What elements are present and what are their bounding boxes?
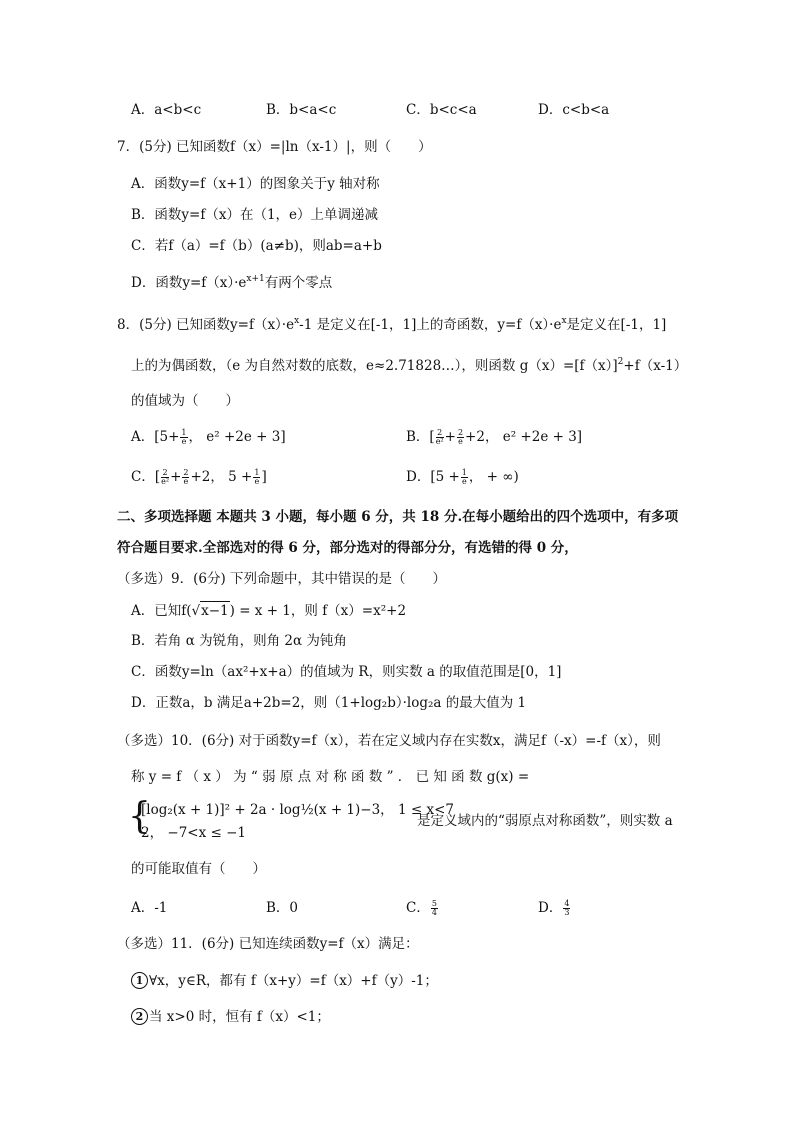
q8-l2-a: 上的为偶函数，（e 为自然对数的底数，e≈2.71828…），则函数 g（x）=[f（x）] [131,358,618,374]
q8-option-c [131,468,267,486]
section2-heading-line2: 符合题目要求.全部选对的得 6 分，部分选对的得部分分，有选错的得 0 分， [117,540,578,556]
q8-option-d [406,468,519,486]
q10-stem-line4: 的可能取值有（ ） [131,861,266,877]
fraction-5-over-4: $\frac{5}{4}$ [431,899,437,917]
q10-c-pre: C． [406,900,430,916]
q7-stem-function: f（x）=|ln（x-1）|，则（ ） [230,139,432,155]
q7-stem-prefix: 7．(5分) 已知函数 [117,139,231,155]
q9-a-pre: A．已知f( [131,603,192,619]
q6-option-a: A．a<b<c [131,102,202,118]
q11-c2-text: 当 x>0 时，恒有 f（x）<1； [149,1009,330,1025]
q8-l1-sup2: x [561,316,567,326]
fraction-1-over-e: $\frac{1}{e}$ [254,468,260,486]
q8-option-a [131,428,286,446]
q8-a-post: ， e² +2e + 3] [188,429,286,445]
q10-option-b: B．0 [266,900,299,916]
q8-l1-sup1: x [294,316,300,326]
fraction-1-over-e: $\frac{1}{e}$ [461,468,467,486]
fraction-2-over-e: $\frac{2}{e}$ [457,428,464,446]
q8-l1-c: 是定义在[-1，1] [566,317,667,333]
q10-d-pre: D． [538,900,563,916]
q8-l1-b: -1 是定义在[-1，1]上的奇函数，y=f（x）·e [299,317,562,333]
q8-b-mid: + [444,429,456,445]
q10-piece1: [log₂(x + 1)]² + 2a · log½(x + 1)−3， 1 ≤ x<7 [141,802,454,818]
q10-stem-line2: 称 y = f （ x ） 为 “ 弱 原 点 对 称 函 数 ” ． 已 知 函 数 g(x) = [131,769,530,785]
q7-option-d [131,274,332,292]
q9-option-d: D．正数a，b 满足a+2b=2，则（1+log₂b）·log₂a 的最大值为 1 [131,695,527,711]
sqrt-symbol: √ [191,603,201,619]
q10-option-d [538,899,571,917]
q11-condition-2 [131,1008,330,1026]
q8-stem-line2 [131,357,687,375]
q7-stem [117,138,432,156]
q10-option-c [406,899,439,917]
q11-c1-text: ∀x，y∈R，都有 f（x+y）=f（x）+f（y）-1； [149,973,438,989]
circled-1-icon: 1 [131,972,148,989]
q8-c-mid: + [170,469,182,485]
fraction-1-over-e: $\frac{1}{e}$ [181,428,187,446]
q8-d-post: ， + ∞) [468,469,519,485]
q10-stem-line1: （多选）10．(6分) 对于函数y=f（x），若在定义域内存在实数x，满足f（-x）=-f（x），则 [117,733,661,749]
fraction-2-over-e: $\frac{2}{e}$ [183,468,189,486]
q10-after-piece: 是定义域内的“弱原点对称函数”，则实数 a [417,813,673,829]
q7-option-a: A．函数y=f（x+1）的图象关于y 轴对称 [131,176,380,192]
q8-d-pre: D．[5 + [406,469,460,485]
q7-option-d-prefix: D．函数y=f（x）·e [131,275,247,291]
q8-c-post: +2， 5 + [190,469,253,485]
q7-option-d-suffix: 有两个零点 [264,275,333,291]
q8-b-pre: B．[ [406,429,435,445]
q8-l1-a: 8．(5分) 已知函数y=f（x）·e [117,317,295,333]
q6-option-b: B．b<a<c [266,102,337,118]
q10-option-a: A．-1 [131,900,168,916]
fraction-2-over-e2: $\frac{2}{\text{e²}}$ [435,428,444,446]
q11-stem: （多选）11．(6分) 已知连续函数y=f（x）满足： [117,936,419,952]
q9-option-a [131,601,406,620]
q9-a-radicand: x−1 [201,603,229,619]
q8-stem-line3: 的值域为（ ） [131,393,239,409]
q8-l2-b: +f（x-1） [623,358,688,374]
fraction-4-over-3: $\frac{4}{3}$ [564,899,570,917]
q6-option-c: C．b<c<a [406,102,477,118]
section2-heading-line1: 二、多项选择题 本题共 3 小题，每小题 6 分，共 18 分.在每小题给出的四个选项中，有多项 [117,509,679,525]
q8-c-pre: C．[ [131,469,161,485]
q6-option-d: D．c<b<a [538,102,610,118]
q10-piece2: 2， −7<x ≤ −1 [141,825,247,841]
q8-c-end: ] [261,469,267,485]
q9-stem: （多选）9．(6分) 下列命题中，其中错误的是（ ） [117,571,447,587]
fraction-2-over-e2: $\frac{2}{\text{e²}}$ [161,468,170,486]
q8-stem-line1 [117,316,666,334]
q7-option-d-exponent: x+1 [246,274,265,284]
q8-a-pre: A．[5+ [131,429,180,445]
q7-option-b: B．函数y=f（x）在（1，e）上单调递减 [131,207,379,223]
piecewise-brace: { [128,796,151,837]
q9-option-b: B．若角 α 为锐角，则角 2α 为钝角 [131,633,347,649]
q8-b-post: +2， e² +2e + 3] [465,429,583,445]
q7-option-c: C．若f（a）=f（b）(a≠b)，则ab=a+b [131,238,382,254]
q8-l2-sup: 2 [617,357,624,367]
q11-condition-1 [131,972,438,990]
q8-option-b [406,428,582,446]
q9-a-post: ) = x + 1，则 f（x）=x²+2 [229,603,407,619]
circled-2-icon: 2 [131,1008,148,1025]
q9-option-c: C．函数y=ln（ax²+x+a）的值域为 R，则实数 a 的取值范围是[0，1] [131,664,562,680]
